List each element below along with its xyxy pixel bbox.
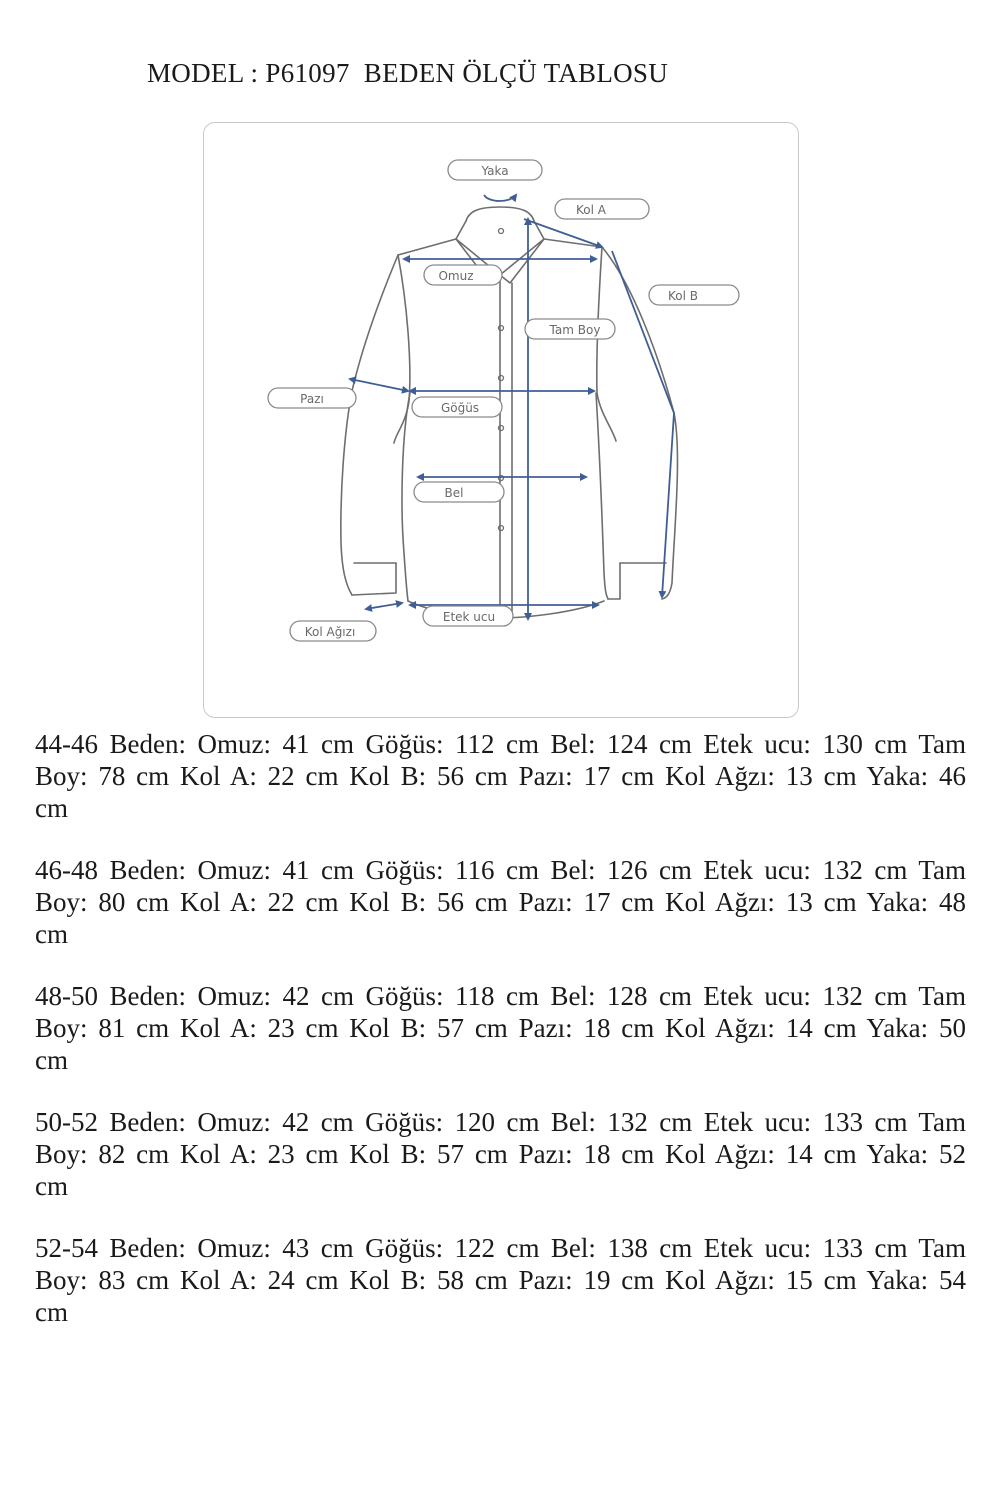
pazi-arrow bbox=[350, 379, 408, 391]
svg-text:Kol B: Kol B bbox=[668, 289, 698, 303]
kol-agzi-arrow bbox=[366, 603, 402, 609]
label-pazi bbox=[268, 388, 356, 408]
svg-text:Etek ucu: Etek ucu bbox=[442, 610, 496, 624]
svg-text:Bel: Bel bbox=[444, 486, 464, 500]
label-kol-agzi bbox=[290, 621, 376, 641]
shirt-diagram-svg bbox=[204, 123, 800, 719]
size-entry-48-50: 48-50 Beden: Omuz: 42 cm Göğüs: 118 cm Bel: 128 cm Etek ucu: 132 cm Tam Boy: 81 cm Kol A: 23 cm Kol B: 57 cm Pazı: 18 cm Kol Ağzı: 14 cm Yaka: 50 cm bbox=[35, 981, 966, 1075]
size-entry-44-46: 44-46 Beden: Omuz: 41 cm Göğüs: 112 cm Bel: 124 cm Etek ucu: 130 cm Tam Boy: 78 cm Kol A: 22 cm Kol B: 56 cm Pazı: 17 cm Kol Ağzı: 13 cm Yaka: 46 cm bbox=[35, 729, 966, 823]
size-list bbox=[35, 728, 966, 1358]
svg-text:Yaka: Yaka bbox=[481, 164, 509, 178]
label-bel bbox=[414, 482, 504, 502]
label-etek-ucu bbox=[423, 606, 513, 626]
shirt-measurement-diagram bbox=[203, 122, 799, 718]
yaka-arrow bbox=[484, 195, 516, 201]
label-gogus bbox=[412, 397, 502, 417]
shirt-outline bbox=[341, 207, 678, 618]
label-kol-b bbox=[649, 285, 739, 305]
kol-a-arrow bbox=[524, 219, 602, 247]
svg-text:Omuz: Omuz bbox=[438, 269, 474, 283]
size-entry-46-48: 46-48 Beden: Omuz: 41 cm Göğüs: 116 cm Bel: 126 cm Etek ucu: 132 cm Tam Boy: 80 cm Kol A: 22 cm Kol B: 56 cm Pazı: 17 cm Kol Ağzı: 13 cm Yaka: 48 cm bbox=[35, 855, 966, 949]
label-tam-boy bbox=[525, 319, 615, 339]
svg-text:Göğüs: Göğüs bbox=[440, 401, 480, 415]
size-entry-52-54: 52-54 Beden: Omuz: 43 cm Göğüs: 122 cm Bel: 138 cm Etek ucu: 133 cm Tam Boy: 83 cm Kol A: 24 cm Kol B: 58 cm Pazı: 19 cm Kol Ağzı: 15 cm Yaka: 54 cm bbox=[35, 1233, 966, 1327]
label-kol-a bbox=[555, 199, 649, 219]
svg-text:Kol A: Kol A bbox=[576, 203, 606, 217]
size-entry-50-52: 50-52 Beden: Omuz: 42 cm Göğüs: 120 cm Bel: 132 cm Etek ucu: 133 cm Tam Boy: 82 cm Kol A: 23 cm Kol B: 57 cm Pazı: 18 cm Kol Ağzı: 14 cm Yaka: 52 cm bbox=[35, 1107, 966, 1201]
page-title: MODEL : P61097 BEDEN ÖLÇÜ TABLOSU bbox=[147, 58, 669, 88]
svg-text:Tam Boy: Tam Boy bbox=[549, 323, 601, 337]
svg-text:Pazı: Pazı bbox=[300, 392, 324, 406]
svg-text:Kol Ağızı: Kol Ağızı bbox=[304, 625, 356, 639]
label-omuz bbox=[424, 265, 502, 285]
label-yaka bbox=[448, 160, 542, 180]
